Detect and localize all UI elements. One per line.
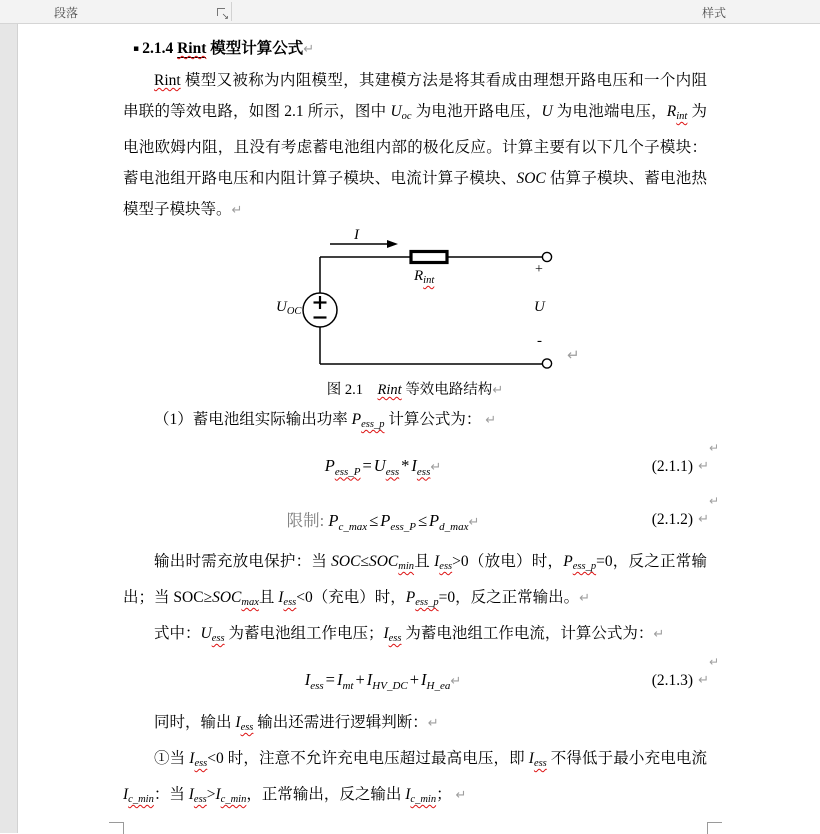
- text-run: >0: [452, 553, 469, 570]
- text-run: =: [325, 669, 335, 689]
- terminal-plus-label: +: [535, 262, 543, 277]
- text-run: SOC: [368, 553, 399, 570]
- text-run: Rint: [154, 72, 181, 89]
- text-run: ≤: [360, 553, 369, 570]
- text-run: P: [324, 455, 335, 475]
- equation-number: [652, 440, 709, 493]
- equation-formula: [325, 456, 442, 478]
- text-run: I: [354, 227, 359, 243]
- text-run: U: [276, 299, 287, 315]
- paragraph: [123, 404, 707, 440]
- text-run: 为蓄电池组工作电压；: [224, 625, 384, 642]
- text-run: c_min: [410, 794, 437, 805]
- equation-formula: [305, 670, 462, 692]
- text-run: =: [362, 455, 372, 475]
- terminal-voltage-label: [534, 300, 545, 315]
- text-run: mt: [342, 679, 354, 692]
- document-content: [123, 24, 719, 815]
- text-run: P: [429, 510, 440, 530]
- paragraph: [123, 65, 707, 226]
- circuit-canvas: [276, 227, 582, 373]
- text-run: I: [366, 669, 373, 689]
- text-run: I: [405, 786, 411, 803]
- text-run: <0: [296, 589, 313, 606]
- text-run: OC: [286, 306, 302, 317]
- text-run: （1）蓄电池组实际输出功率: [154, 411, 352, 428]
- paragraph-mark: ↵: [708, 655, 719, 669]
- text-run: 所示，图中: [303, 103, 391, 120]
- text-run: 估算子模块、蓄电池热模型子模块等。: [123, 170, 707, 218]
- text-run: I: [304, 669, 311, 689]
- paragraph-mark: ↵: [231, 203, 243, 218]
- text-run: ≥: [203, 589, 213, 606]
- text-run: U: [390, 103, 402, 120]
- page-margin-strip: [0, 24, 18, 833]
- paragraph: [123, 707, 707, 743]
- text-run: ess_p: [415, 597, 439, 608]
- text-run: ≤: [369, 510, 379, 530]
- text-run: ess: [193, 794, 207, 805]
- text-run: ess: [194, 758, 208, 769]
- text-run: U: [200, 625, 212, 642]
- paragraph: [123, 546, 707, 618]
- text-boundary-mark-left: [109, 822, 124, 834]
- text-run: [363, 382, 378, 398]
- text-run: 且: [258, 589, 279, 606]
- text-run: ess_p: [572, 561, 597, 572]
- text-run: c_min: [128, 794, 154, 805]
- text-run: ，正常输出，反之输出: [246, 786, 406, 803]
- text-run: P: [380, 510, 391, 530]
- figure-caption: [123, 377, 707, 404]
- ribbon-group-divider: [231, 2, 232, 21]
- document-page[interactable]: [18, 24, 820, 833]
- text-run: HV_DC: [372, 679, 408, 692]
- text-run: ess: [211, 633, 225, 644]
- paragraph-group-label: 段落: [54, 6, 79, 20]
- text-run: I: [421, 669, 427, 689]
- equation-number: [652, 654, 709, 707]
- text-run: max: [241, 597, 259, 608]
- text-run: 2.1.4: [142, 40, 178, 57]
- text-run: ess: [388, 633, 402, 644]
- text-run: I: [278, 589, 284, 606]
- text-run: I: [188, 786, 194, 803]
- section-heading: [123, 33, 707, 65]
- resistor: [411, 252, 447, 263]
- text-run: 为蓄电池组工作电流，计算公式为：: [401, 625, 654, 642]
- text-run: 同时，输出: [154, 714, 236, 731]
- terminal-negative: [542, 359, 551, 368]
- paragraph-mark: ↵: [708, 494, 719, 508]
- text-run: int: [423, 275, 435, 286]
- paragraph-mark: ↵: [698, 512, 709, 527]
- text-run: SOC: [212, 589, 242, 606]
- paragraph-mark: ↵: [430, 459, 442, 475]
- text-run: =0: [596, 553, 613, 570]
- current-arrowhead-icon: [387, 240, 398, 248]
- text-run: H_ea: [426, 679, 451, 692]
- equation-number: [652, 493, 709, 546]
- text-run: ess: [416, 465, 431, 478]
- text-run: ess_P: [334, 465, 361, 478]
- paragraph: [123, 743, 707, 815]
- text-run: I: [383, 625, 389, 642]
- text-run: I: [528, 750, 534, 767]
- text-run: 为电池端电压，: [552, 103, 667, 120]
- text-run: ；: [436, 786, 456, 803]
- paragraph: [123, 618, 707, 654]
- text-run: +: [355, 669, 365, 689]
- text-run: I: [336, 669, 343, 689]
- text-run: SOC: [516, 170, 546, 187]
- paragraph-mark: ↵: [698, 459, 709, 474]
- text-run: 不得低于最小充电电流: [546, 750, 707, 767]
- text-run: P: [405, 589, 416, 606]
- paragraph-mark: ↵: [450, 673, 462, 689]
- text-run: I: [235, 714, 241, 731]
- text-run: P: [328, 510, 339, 530]
- launcher-arrow-icon: ↘: [221, 11, 229, 21]
- text-run: Rint: [377, 382, 402, 398]
- text-run: c_max: [338, 520, 368, 533]
- text-run: 2.1: [284, 103, 304, 120]
- text-run: 计算公式为：: [384, 411, 486, 428]
- text-run: <0: [207, 750, 224, 767]
- paragraph-mark: ↵: [698, 673, 709, 688]
- text-run: 模型计算公式: [206, 40, 304, 57]
- paragraph-mark: ↵: [708, 441, 719, 455]
- text-run: 模型又被称为内阻模型，其建模方法是将其看成由理想开路电压和一个内阻串联的等效电路，如图: [123, 72, 707, 120]
- styles-group-label: 样式: [702, 6, 727, 20]
- text-run: ess: [439, 561, 453, 572]
- paragraph-mark: ↵: [455, 788, 467, 803]
- text-run: ess: [310, 679, 324, 692]
- text-run: U: [373, 455, 386, 475]
- equation-row: [123, 654, 719, 707]
- text-run: SOC: [173, 589, 204, 606]
- equation-number-text: (2.1.1): [651, 457, 694, 475]
- paragraph-mark: ↵: [579, 591, 591, 606]
- text-run: +: [409, 669, 420, 689]
- text-run: d_max: [439, 520, 469, 533]
- text-run: U: [534, 299, 545, 315]
- text-run: ess: [533, 758, 547, 769]
- text-run: *: [401, 455, 410, 475]
- current-label: [354, 228, 359, 243]
- text-run: 且: [414, 553, 435, 570]
- equation-number-text: (2.1.2): [651, 510, 694, 528]
- text-run: ，反之正常输出。: [455, 589, 580, 606]
- text-run: 输出时需充放电保护：当: [154, 553, 332, 570]
- text-run: I: [123, 786, 129, 803]
- paragraph-dialog-launcher-icon[interactable]: [217, 8, 228, 19]
- text-run: 为电池开路电压，: [411, 103, 542, 120]
- text-run: ≤: [417, 510, 428, 530]
- terminal-positive: [542, 252, 551, 261]
- text-run: I: [189, 750, 195, 767]
- text-run: （放电）时，: [468, 553, 564, 570]
- text-run: int: [676, 111, 688, 122]
- text-run: I: [411, 455, 417, 475]
- text-boundary-mark-right: [707, 822, 722, 834]
- source-voltage-label: [276, 300, 301, 318]
- text-run: ，反之正常输出；当: [123, 553, 707, 606]
- text-run: c_min: [220, 794, 247, 805]
- text-run: 2.1: [344, 382, 364, 398]
- text-run: oc: [401, 111, 412, 122]
- text-run: 时，注意不允许充电电压超过最高电压，即: [223, 750, 529, 767]
- equation-number-text: (2.1.3): [651, 671, 694, 689]
- ribbon-strip: [0, 0, 820, 24]
- paragraph-mark: ↵: [303, 42, 315, 57]
- text-run: 图: [326, 382, 345, 398]
- text-run: 限制:: [286, 510, 329, 530]
- text-run: ess_p: [361, 419, 385, 430]
- text-run: R: [666, 103, 677, 120]
- text-run: ①当: [154, 750, 190, 767]
- text-run: ess_P: [390, 520, 416, 533]
- paragraph-mark: ↵: [485, 413, 497, 428]
- text-run: min: [398, 561, 415, 572]
- text-run: 为电池欧姆内阻，且没有考虑蓄电池组内部的极化反应。计算主要有以下几个子模块：蓄电池组开路电压和内阻计算子模块、电流计算子模块、: [123, 103, 707, 187]
- circuit-figure[interactable]: [123, 227, 707, 377]
- resistor-label: [414, 269, 434, 287]
- paragraph-mark: ↵: [492, 383, 504, 398]
- paragraph-mark: ↵: [653, 627, 665, 642]
- text-run: P: [351, 411, 362, 428]
- heading-bullet-icon: ▪: [133, 44, 143, 54]
- text-run: （充电）时，: [312, 589, 406, 606]
- text-run: ess: [385, 465, 400, 478]
- equation-formula: [287, 507, 480, 533]
- equation-row: [123, 493, 719, 546]
- text-run: I: [434, 553, 440, 570]
- terminal-minus-label: -: [537, 333, 542, 349]
- text-run: SOC: [331, 553, 361, 570]
- equation-row: [123, 440, 719, 493]
- text-run: U: [541, 103, 553, 120]
- paragraph-mark: ↵: [427, 716, 439, 731]
- text-run: >: [206, 786, 216, 803]
- text-run: R: [414, 268, 424, 284]
- text-run: P: [563, 553, 573, 570]
- text-run: 式中：: [154, 625, 201, 642]
- text-run: ：当: [153, 786, 189, 803]
- text-run: 输出还需进行逻辑判断：: [253, 714, 428, 731]
- text-run: 等效电路结构: [401, 382, 493, 398]
- text-run: Rint: [177, 40, 207, 57]
- paragraph-mark: ↵: [567, 348, 580, 364]
- paragraph-mark: ↵: [468, 514, 480, 530]
- text-run: =0: [438, 589, 456, 606]
- text-run: I: [215, 786, 221, 803]
- text-run: ess: [240, 722, 254, 733]
- text-run: ess: [283, 597, 297, 608]
